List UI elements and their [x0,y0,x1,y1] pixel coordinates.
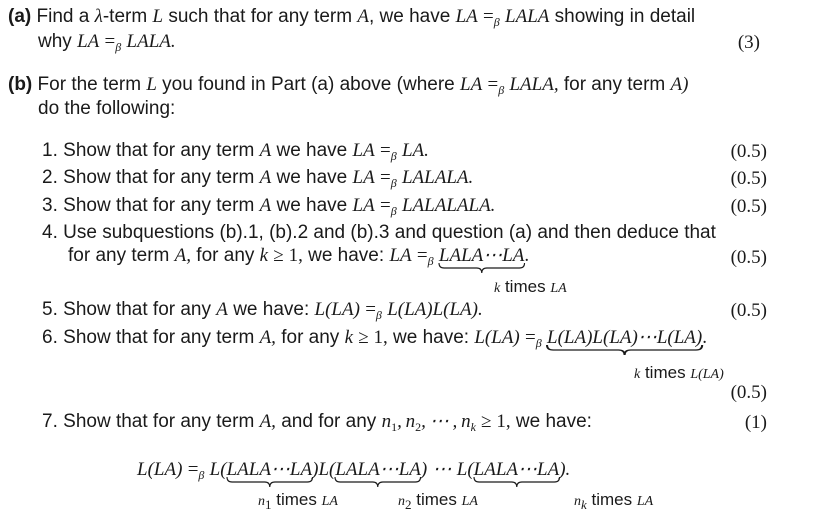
underbrace [547,345,702,355]
part-b-label: (b) [8,74,33,95]
final-underbrace-label-3: $n_k$ times LA [574,490,654,512]
final-equation: $L(LA) =_\beta$ L(LALA⋯LA )L(LALA⋯LA ) ⋯ L(LALA⋯LA ). [137,458,570,483]
item-7-points: (1) [744,412,767,433]
part-a-label: (a) [8,6,32,27]
list-item: 5. Show that for any A we have: $L(LA) =_\beta$ L(LA)L(LA). [42,299,483,322]
item-6-points: (0.5) [730,382,767,403]
underbrace [439,263,525,273]
part-a-line-2: why LA $=_\beta$ LALA. [38,31,176,54]
final-underbrace-label-1: $n_1$ times LA [258,490,338,512]
list-item: 6. Show that for any term A, for any k ≥ 1, we have: $L(LA) =_\beta$ L(LA)L(LA)⋯L(LA) . [42,326,707,351]
item-4-points: (0.5) [730,247,767,268]
item-3-points: (0.5) [730,196,767,217]
underbrace [227,477,313,487]
underbrace [335,477,421,487]
underbrace-group: L(LA)L(LA)⋯L(LA) [547,326,702,350]
underbrace-group: LALA⋯LA [227,458,313,482]
final-underbrace-label-2: $n_2$ times LA [398,490,478,512]
underbrace-group: LALA⋯LA [335,458,421,482]
underbrace-group: LALA⋯LA [474,458,560,482]
item-5-points: (0.5) [730,300,767,321]
item-4-underbrace-label: k times LA [494,277,567,296]
underbrace [474,477,560,487]
list-item: 7. Show that for any term A, and for any $n_1$, $n_2$, ⋯ , $n_k \ge 1$, we have: [42,411,592,434]
part-b-line-2: do the following: [38,98,176,119]
item-6-underbrace-label: k times L(LA) [634,363,724,382]
item-1-points: (0.5) [730,141,767,162]
list-item: 4. Use subquestions (b).1, (b).2 and (b).3 and question (a) and then deduce that [42,222,716,243]
item-2-points: (0.5) [730,168,767,189]
list-item: 2. Show that for any term A we have LA $=_\beta$ LALALA. [42,167,474,190]
underbrace-group: LALA⋯LA [439,244,525,268]
part-b-line-1: (b) For the term L you found in Part (a) above (where LA $=_\beta$ LALA, for any term A) [8,74,689,97]
list-item: 3. Show that for any term A we have LA $=_\beta$ LALALALA. [42,195,496,218]
part-a-line-1: (a) Find a λ-term L such that for any term A, we have LA $=_\beta$ LALA showing in detail [8,6,696,29]
part-a-points: (3) [737,32,760,53]
list-item: 1. Show that for any term A we have LA $=_\beta$ LA. [42,140,429,163]
item-4-line-2: for any term A, for any k ≥ 1, we have: LA $=_\beta$ LALA⋯LA . [68,244,529,269]
